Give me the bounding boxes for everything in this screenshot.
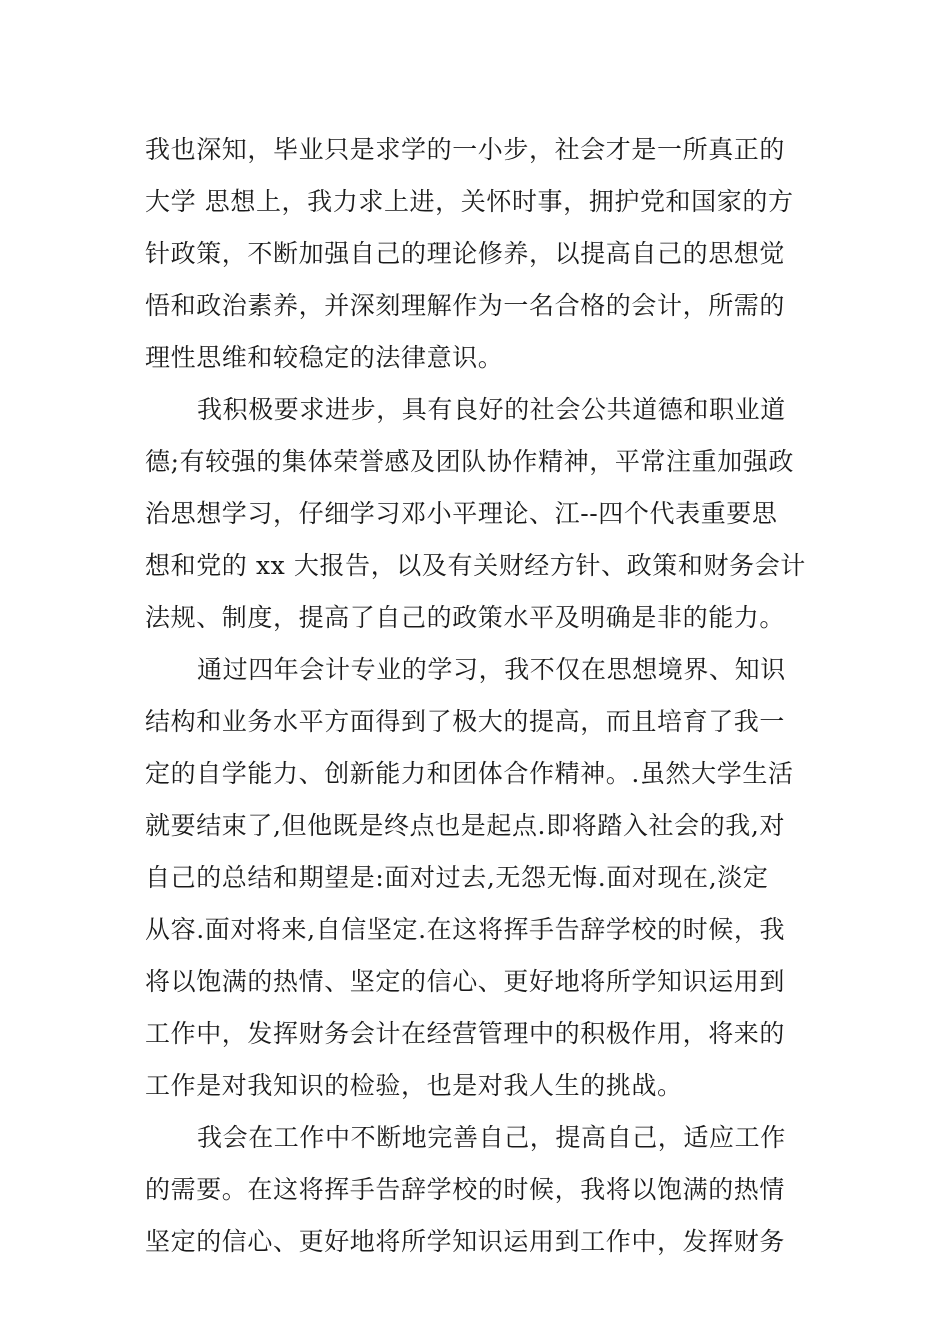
text-line: 结构和业务水平方面得到了极大的提高，而且培育了我一 [145, 707, 786, 736]
text-line: 我会在工作中不断地完善自己，提高自己，适应工作 [197, 1123, 786, 1152]
text-line: 想和党的 xx 大报告，以及有关财经方针、政策和财务会计 [145, 551, 806, 580]
text-line: 定的自学能力、创新能力和团体合作精神。.虽然大学生活 [145, 759, 794, 788]
text-line: 通过四年会计专业的学习，我不仅在思想境界、知识 [197, 655, 786, 684]
text-line: 德;有较强的集体荣誉感及团队协作精神，平常注重加强政 [145, 447, 795, 476]
text-line: 的需要。在这将挥手告辞学校的时候，我将以饱满的热情 [145, 1175, 786, 1204]
text-line: 大学 思想上，我力求上进，关怀时事，拥护党和国家的方 [145, 187, 794, 216]
text-line: 悟和政治素养，并深刻理解作为一名合格的会计，所需的 [145, 291, 786, 320]
text-line: 针政策，不断加强自己的理论修养，以提高自己的思想觉 [145, 239, 786, 268]
text-line: 我也深知，毕业只是求学的一小步，社会才是一所真正的 [145, 135, 786, 164]
text-line: 法规、制度，提高了自己的政策水平及明确是非的能力。 [145, 603, 786, 632]
text-line: 治思想学习，仔细学习邓小平理论、江--四个代表重要思 [145, 499, 778, 528]
text-line: 理性思维和较稳定的法律意识。 [145, 343, 504, 372]
text-line: 坚定的信心、更好地将所学知识运用到工作中，发挥财务 [145, 1227, 786, 1256]
paragraph [145, 124, 810, 384]
text-line: 工作中，发挥财务会计在经营管理中的积极作用，将来的 [145, 1019, 786, 1048]
paragraph [145, 1112, 810, 1268]
text-line: 就要结束了,但他既是终点也是起点.即将踏入社会的我,对 [145, 811, 786, 840]
text-line: 我积极要求进步，具有良好的社会公共道德和职业道 [197, 395, 786, 424]
paragraph [145, 644, 810, 1112]
text-line: 从容.面对将来,自信坚定.在这将挥手告辞学校的时候，我 [145, 915, 786, 944]
text-line: 自己的总结和期望是:面对过去,无怨无悔.面对现在,淡定 [145, 863, 769, 892]
paragraph [145, 384, 810, 644]
text-line: 工作是对我知识的检验，也是对我人生的挑战。 [145, 1071, 683, 1100]
text-line: 将以饱满的热情、坚定的信心、更好地将所学知识运用到 [145, 967, 786, 996]
document-body [145, 124, 810, 1268]
